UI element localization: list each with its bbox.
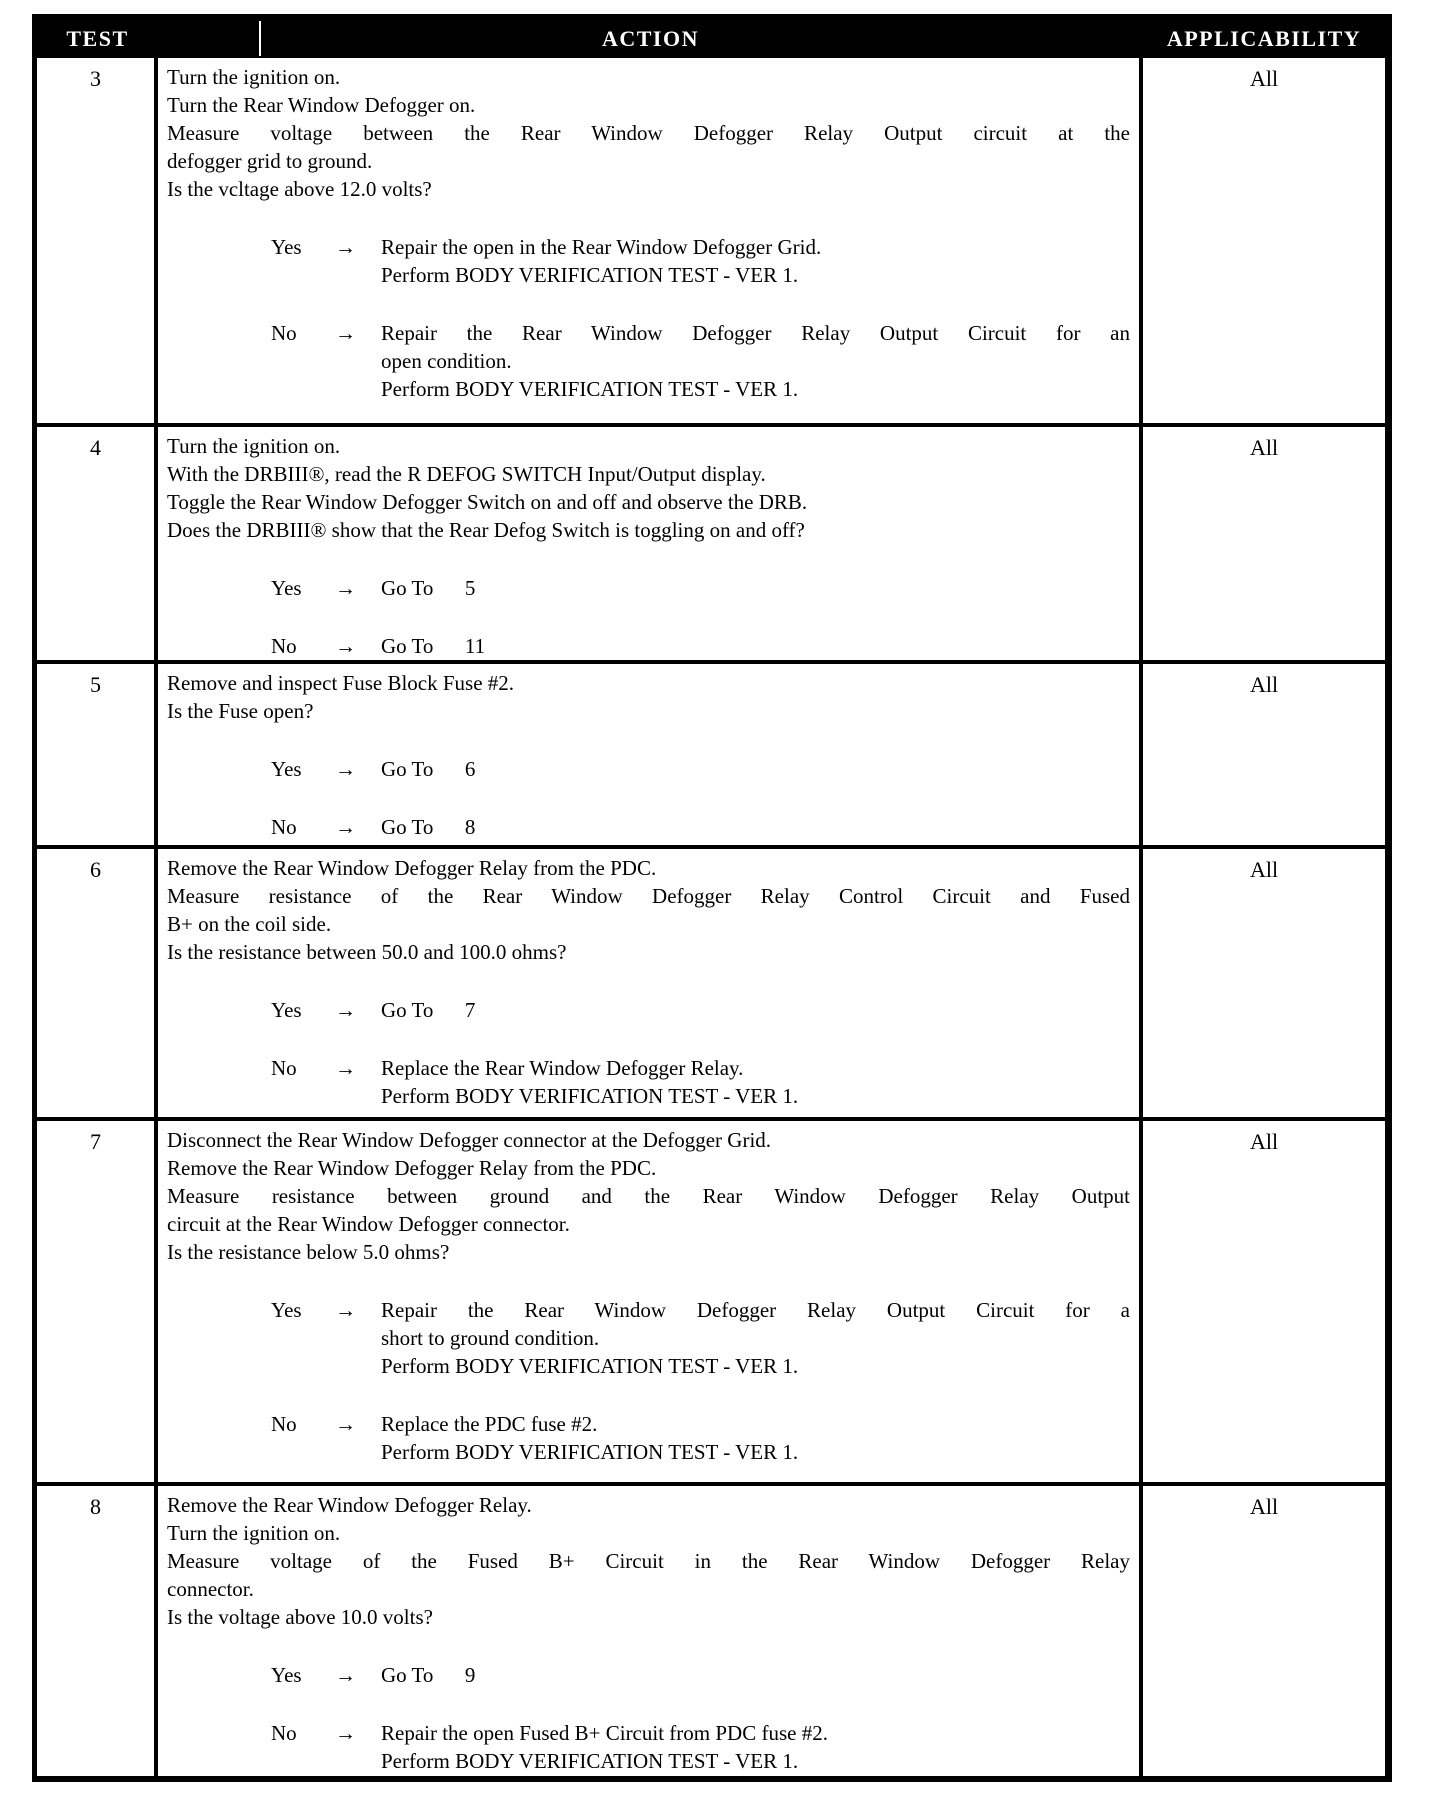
branch-label: No xyxy=(271,1721,297,1745)
arrow-icon: → xyxy=(335,321,356,345)
branch-label: No xyxy=(271,634,297,658)
arrow-icon: → xyxy=(335,1663,356,1687)
question-line: Turn the Rear Window Defogger on. xyxy=(167,93,476,117)
question-line: Disconnect the Rear Window Defogger connector at the Defogger Grid. xyxy=(167,1128,772,1152)
question-line: Measure voltage between the Rear Window Defogger Relay Output circuit at the xyxy=(167,121,1130,145)
arrow-icon: → xyxy=(335,1298,356,1322)
question-line: defogger grid to ground. xyxy=(167,149,373,173)
branch-result xyxy=(381,574,1130,602)
test-row xyxy=(37,58,1385,423)
branch-result-line: Perform BODY VERIFICATION TEST - VER 1. xyxy=(381,1084,799,1108)
branch-result xyxy=(381,1719,1130,1775)
branch-result xyxy=(381,813,1130,841)
test-number-cell xyxy=(37,427,158,660)
question-line: Is the resistance between 50.0 and 100.0 ohms? xyxy=(167,940,567,964)
decision-branch xyxy=(271,1054,1130,1110)
branch-result xyxy=(381,233,1130,289)
applicability-value: All xyxy=(1249,66,1279,91)
branch-result-line: short to ground condition. xyxy=(381,1326,600,1350)
question-line: Measure resistance between ground and the Rear Window Defogger Relay Output xyxy=(167,1184,1130,1208)
test-row xyxy=(37,845,1385,1117)
applicability-value: All xyxy=(1249,1494,1279,1519)
test-number-cell xyxy=(37,58,158,423)
branch-label: No xyxy=(271,815,297,839)
branch-result-line: Go To 11 xyxy=(381,634,486,658)
branch-label: No xyxy=(271,1412,297,1436)
applicability-cell xyxy=(1143,849,1385,1117)
test-number: 7 xyxy=(90,1129,101,1154)
branch-result-line: Repair the Rear Window Defogger Relay Output Circuit for a xyxy=(381,1298,1130,1322)
branch-result xyxy=(381,632,1130,660)
decision-branch xyxy=(271,233,1130,289)
question-line: Turn the ignition on. xyxy=(167,65,341,89)
test-number-cell xyxy=(37,1486,158,1776)
branch-result-line: Repair the Rear Window Defogger Relay Output Circuit for an xyxy=(381,321,1130,345)
test-number-cell xyxy=(37,1121,158,1482)
branch-result-line: Replace the Rear Window Defogger Relay. xyxy=(381,1056,744,1080)
test-row xyxy=(37,660,1385,845)
applicability-value: All xyxy=(1249,1129,1279,1154)
branch-result xyxy=(381,996,1130,1024)
question-line: Measure voltage of the Fused B+ Circuit in the Rear Window Defogger Relay xyxy=(167,1549,1130,1573)
branch-result-line: Replace the PDC fuse #2. xyxy=(381,1412,598,1436)
branch-result xyxy=(381,1661,1130,1689)
test-number: 6 xyxy=(90,857,101,882)
decision-branch xyxy=(271,1296,1130,1380)
applicability-value: All xyxy=(1249,435,1279,460)
applicability-cell xyxy=(1143,1121,1385,1482)
action-cell xyxy=(158,1121,1143,1482)
branch-label: Yes xyxy=(271,1663,302,1687)
branch-result-line: open condition. xyxy=(381,349,512,373)
branch-result-line: Perform BODY VERIFICATION TEST - VER 1. xyxy=(381,1354,799,1378)
branch-result-line: Repair the open in the Rear Window Defogger Grid. xyxy=(381,235,822,259)
question-line: With the DRBIII®, read the R DEFOG SWITCH Input/Output display. xyxy=(167,462,766,486)
branch-result-line: Go To 5 xyxy=(381,576,476,600)
branch-result-line: Perform BODY VERIFICATION TEST - VER 1. xyxy=(381,1749,799,1773)
arrow-icon: → xyxy=(335,1056,356,1080)
branch-label: No xyxy=(271,1056,297,1080)
arrow-icon: → xyxy=(335,815,356,839)
applicability-cell xyxy=(1143,1486,1385,1776)
arrow-icon: → xyxy=(335,235,356,259)
arrow-icon: → xyxy=(335,1721,356,1745)
question-line: Remove the Rear Window Defogger Relay from the PDC. xyxy=(167,1156,657,1180)
question-line: Turn the ignition on. xyxy=(167,1521,341,1545)
branch-result-line: Perform BODY VERIFICATION TEST - VER 1. xyxy=(381,263,799,287)
branch-result xyxy=(381,1054,1130,1110)
arrow-icon: → xyxy=(335,634,356,658)
action-cell xyxy=(158,427,1143,660)
action-cell xyxy=(158,664,1143,845)
branch-result xyxy=(381,319,1130,403)
action-cell xyxy=(158,1486,1143,1776)
test-number: 8 xyxy=(90,1494,101,1519)
branch-result-line: Go To 8 xyxy=(381,815,476,839)
header-cell-test: TEST xyxy=(66,25,129,51)
branch-result-line: Go To 9 xyxy=(381,1663,476,1687)
test-row xyxy=(37,423,1385,660)
decision-branch xyxy=(271,1410,1130,1466)
question-line: Remove and inspect Fuse Block Fuse #2. xyxy=(167,671,515,695)
question-line: Does the DRBIII® show that the Rear Defog Switch is toggling on and off? xyxy=(167,518,805,542)
test-row xyxy=(37,1482,1385,1776)
test-number-cell xyxy=(37,849,158,1117)
branch-result xyxy=(381,1296,1130,1380)
branch-result-line: Go To 6 xyxy=(381,757,476,781)
branch-label: Yes xyxy=(271,235,302,259)
decision-branch xyxy=(271,755,1130,783)
question-line: Is the Fuse open? xyxy=(167,699,314,723)
table-body xyxy=(37,58,1385,1776)
branch-result-line: Perform BODY VERIFICATION TEST - VER 1. xyxy=(381,377,799,401)
decision-branch xyxy=(271,1661,1130,1689)
question-line: Is the vcltage above 12.0 volts? xyxy=(167,177,432,201)
decision-branch xyxy=(271,319,1130,403)
branch-result-line: Go To 7 xyxy=(381,998,476,1022)
arrow-icon: → xyxy=(335,1412,356,1436)
arrow-icon: → xyxy=(335,576,356,600)
question-line: Is the resistance below 5.0 ohms? xyxy=(167,1240,450,1264)
decision-branch xyxy=(271,1719,1130,1775)
applicability-cell xyxy=(1143,664,1385,845)
branch-label: Yes xyxy=(271,757,302,781)
branch-label: No xyxy=(271,321,297,345)
branch-label: Yes xyxy=(271,576,302,600)
question-line: B+ on the coil side. xyxy=(167,912,332,936)
header-cell-action: ACTION xyxy=(601,25,699,51)
decision-branch xyxy=(271,996,1130,1024)
applicability-cell xyxy=(1143,58,1385,423)
diagnostic-test-table xyxy=(32,14,1392,1782)
decision-branch xyxy=(271,813,1130,841)
branch-result-line: Perform BODY VERIFICATION TEST - VER 1. xyxy=(381,1440,799,1464)
test-number: 5 xyxy=(90,672,101,697)
applicability-value: All xyxy=(1249,672,1279,697)
test-number: 3 xyxy=(90,66,101,91)
decision-branch xyxy=(271,632,1130,660)
question-line: connector. xyxy=(167,1577,254,1601)
question-line: circuit at the Rear Window Defogger connector. xyxy=(167,1212,570,1236)
question-line: Toggle the Rear Window Defogger Switch on and off and observe the DRB. xyxy=(167,490,808,514)
action-cell xyxy=(158,58,1143,423)
decision-branch xyxy=(271,574,1130,602)
branch-label: Yes xyxy=(271,1298,302,1322)
test-row xyxy=(37,1117,1385,1482)
test-number: 4 xyxy=(90,435,101,460)
applicability-cell xyxy=(1143,427,1385,660)
header-cell-applicability: APPLICABILITY xyxy=(1166,25,1362,51)
branch-label: Yes xyxy=(271,998,302,1022)
arrow-icon: → xyxy=(335,757,356,781)
applicability-value: All xyxy=(1249,857,1279,882)
question-line: Measure resistance of the Rear Window Defogger Relay Control Circuit and Fused xyxy=(167,884,1130,908)
action-cell xyxy=(158,849,1143,1117)
question-line: Remove the Rear Window Defogger Relay. xyxy=(167,1493,532,1517)
header-divider-tick xyxy=(259,21,261,56)
question-line: Turn the ignition on. xyxy=(167,434,341,458)
question-line: Is the voltage above 10.0 volts? xyxy=(167,1605,433,1629)
arrow-icon: → xyxy=(335,998,356,1022)
test-number-cell xyxy=(37,664,158,845)
table-header-row xyxy=(37,19,1385,58)
question-line: Remove the Rear Window Defogger Relay from the PDC. xyxy=(167,856,657,880)
branch-result xyxy=(381,755,1130,783)
branch-result-line: Repair the open Fused B+ Circuit from PDC fuse #2. xyxy=(381,1721,828,1745)
branch-result xyxy=(381,1410,1130,1466)
